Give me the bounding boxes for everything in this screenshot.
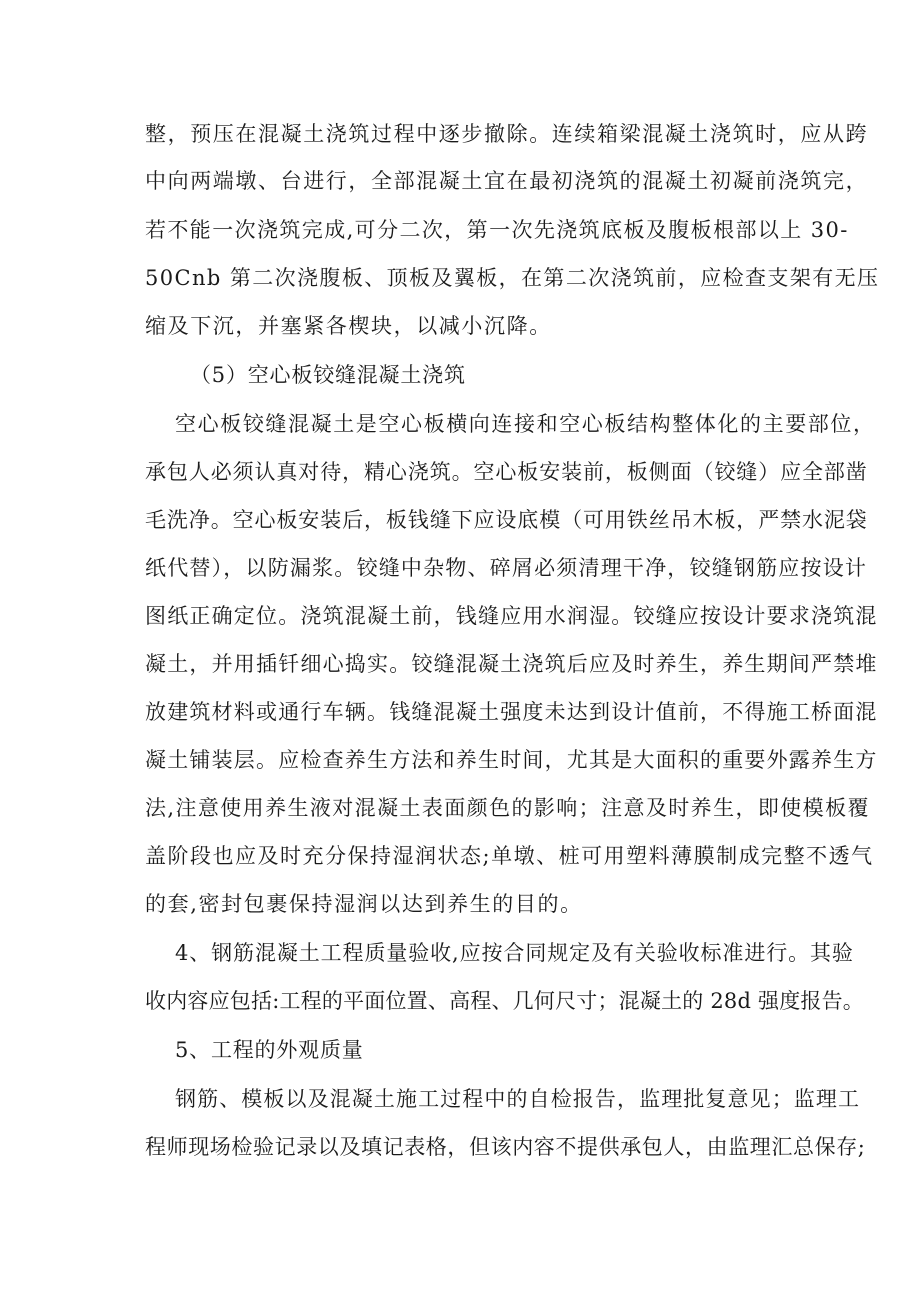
text-line: 放建筑材料或通行车辆。钱缝混凝土强度未达到设计值前，不得施工桥面混 xyxy=(145,700,878,724)
text-line: 纸代替），以防漏浆。铰缝中杂物、碎屑必须清理干净，铰缝钢筋应按设计 xyxy=(145,556,868,580)
text-line: 若不能一次浇筑完成,可分二次，第一次先浇筑底板及腹板根部以上 30- xyxy=(145,218,849,242)
text-line: 承包人必须认真对待，精心浇筑。空心板安装前，板侧面（铰缝）应全部凿 xyxy=(145,460,868,484)
text-line: 凝土，并用插钎细心捣实。铰缝混凝土浇筑后应及时养生，养生期间严禁堆 xyxy=(145,652,878,676)
text-line: 盖阶段也应及时充分保持湿润状态;单墩、桩可用塑料薄膜制成完整不透气 xyxy=(145,844,874,868)
text-line: 缩及下沉，并塞紧各楔块，以减小沉降。 xyxy=(145,314,552,338)
text-line: 整，预压在混凝土浇筑过程中逐步撤除。连续箱梁混凝土浇筑时，应从跨 xyxy=(145,122,869,146)
text-line: 中向两端墩、台进行，全部混凝土宜在最初浇筑的混凝土初凝前浇筑完， xyxy=(145,169,869,193)
text-line: 毛洗净。空心板安装后，板钱缝下应设底模（可用铁丝吊木板，严禁水泥袋 xyxy=(145,508,868,532)
section-heading: 5、工程的外观质量 xyxy=(175,1038,364,1062)
text-line: 法,注意使用养生液对混凝土表面颜色的影响；注意及时养生，即使模板覆 xyxy=(145,796,870,820)
section-heading: （5）空心板铰缝混凝土浇筑 xyxy=(190,363,466,387)
text-line: 收内容应包括:工程的平面位置、高程、几何尺寸；混凝土的 28d 强度报告。 xyxy=(145,989,864,1013)
text-line: 凝土铺装层。应检查养生方法和养生时间，尤其是大面积的重要外露养生方 xyxy=(145,748,878,772)
text-line: 4、钢筋混凝土工程质量验收,应按合同规定及有关验收标准进行。其验 xyxy=(175,941,854,965)
text-line: 程师现场检验记录以及填记表格，但该内容不提供承包人，由监理汇总保存; xyxy=(145,1135,866,1159)
text-line: 50Cnb 第二次浇腹板、顶板及翼板，在第二次浇筑前，应检查支架有无压 xyxy=(145,266,880,290)
text-line: 空心板铰缝混凝土是空心板横向连接和空心板结构整体化的主要部位， xyxy=(175,412,876,436)
text-line: 图纸正确定位。浇筑混凝土前，钱缝应用水润湿。铰缝应按设计要求浇筑混 xyxy=(145,604,878,628)
text-line: 的套,密封包裹保持湿润以达到养生的目的。 xyxy=(145,892,583,916)
text-line: 钢筋、模板以及混凝土施工过程中的自检报告，监理批复意见；监理工 xyxy=(175,1087,861,1111)
